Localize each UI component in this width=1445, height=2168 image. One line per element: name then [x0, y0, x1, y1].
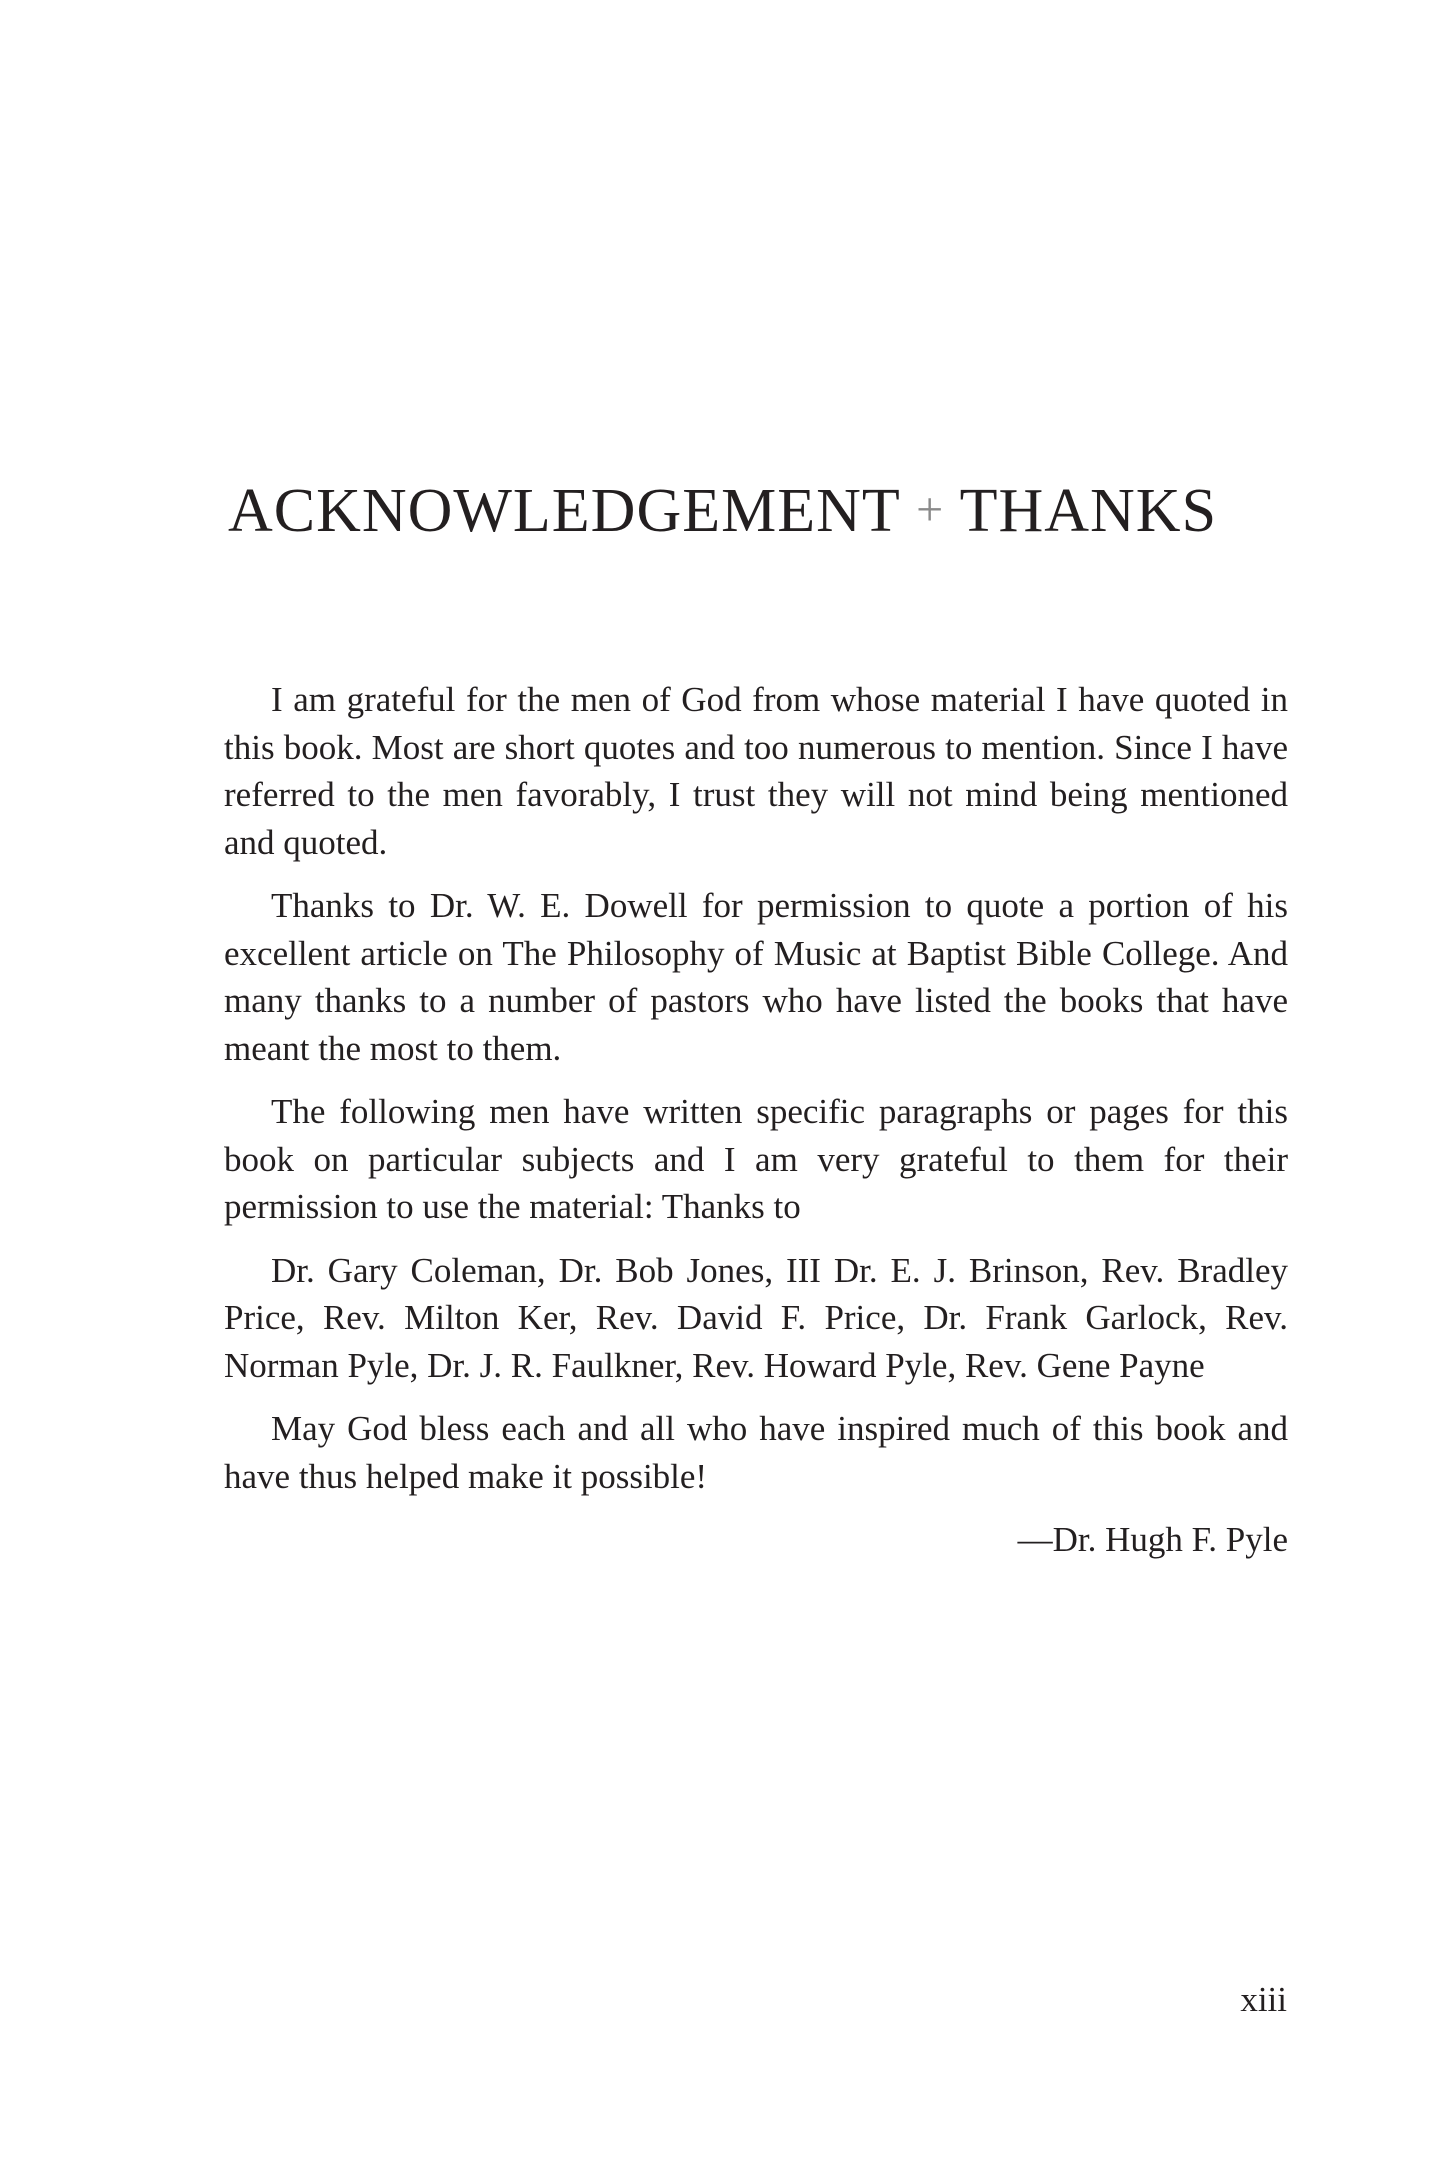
acknowledgement-body: [224, 676, 1288, 1564]
paragraph-blessing: May God bless each and all who have inspired much of this book and have thus helped make it possible!: [224, 1409, 1288, 1496]
title-plus-sign: +: [916, 483, 945, 536]
author-signature: —Dr. Hugh F. Pyle: [1017, 1520, 1288, 1559]
paragraph-3: The following men have written specific paragraphs or pages for this book on particular subjects and I am very grateful to them for their permission to use the material: Thanks to: [224, 1092, 1288, 1226]
paragraph-names-list: Dr. Gary Coleman, Dr. Bob Jones, III Dr. E. J. Brinson, Rev. Bradley Price, Rev. Milton Ker, Rev. David F. Price, Dr. Frank Garlock, Rev. Norman Pyle, Dr. J. R. Faulkner, Rev. Howard Pyle, Rev. Gene Payne: [224, 1250, 1288, 1385]
title-main: ACKNOWLEDGEMENT: [227, 477, 900, 545]
paragraph-2: Thanks to Dr. W. E. Dowell for permission to quote a portion of his excellent article on The Philosophy of Music at Baptist Bible College. And many thanks to a number of pastors who have listed the books that have meant the most to them.: [224, 886, 1288, 1068]
page-title: [0, 477, 1445, 545]
title-tail: THANKS: [959, 477, 1218, 545]
page-number: xiii: [1240, 1980, 1287, 2019]
paragraph-1: I am grateful for the men of God from whose material I have quoted in this book. Most are short quotes and too numerous to mention. Since I have referred to the men favorably, I trust they will not mind being mentioned and quoted.: [224, 680, 1288, 862]
